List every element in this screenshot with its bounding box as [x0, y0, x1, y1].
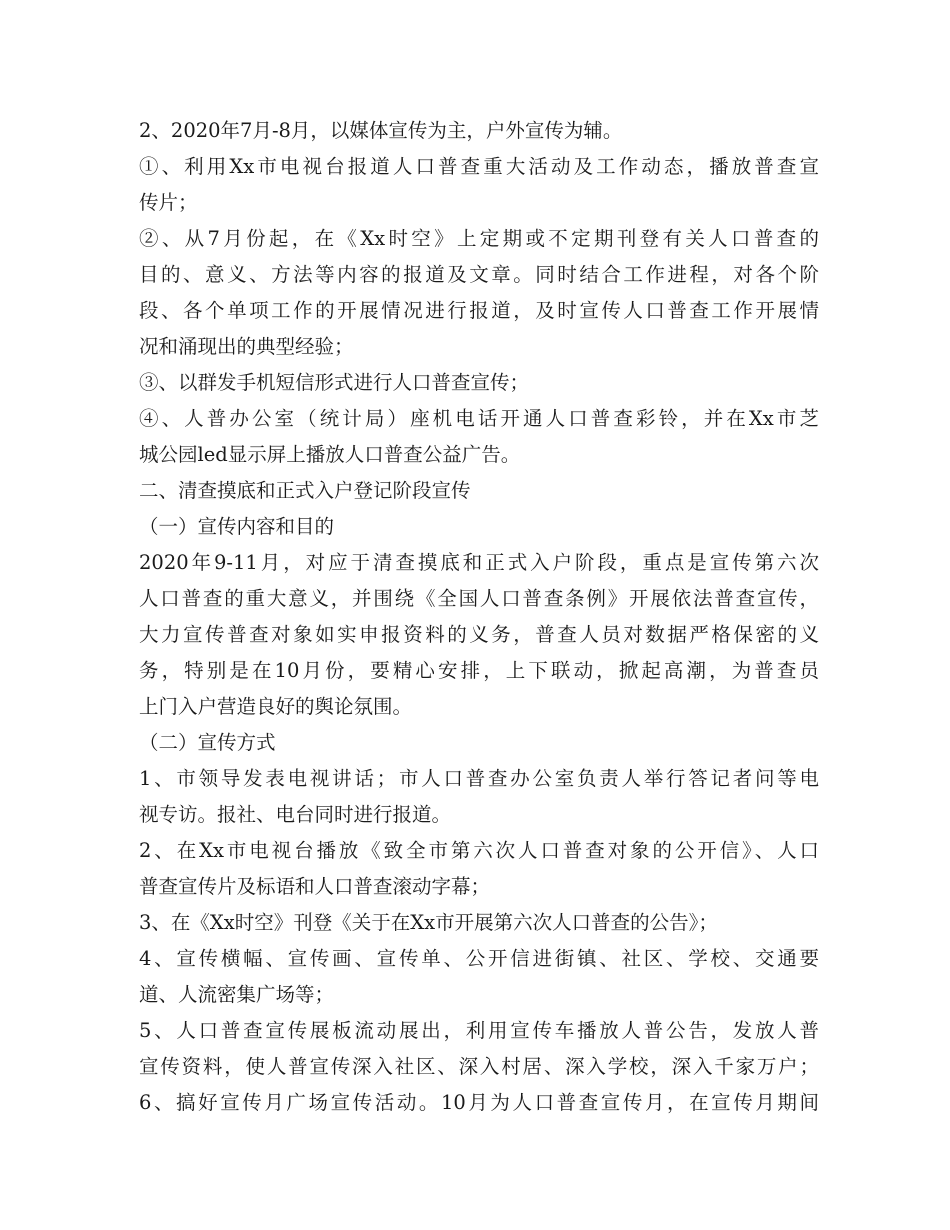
section-heading: 二、清查摸底和正式入户登记阶段宣传: [139, 479, 471, 502]
text-line: 2020年9-11月，对应于清查摸底和正式入户阶段，重点是宣传第六次: [139, 551, 819, 574]
subsection-heading: （一）宣传内容和目的: [139, 515, 335, 538]
text-line: 宣传资料，使人普宣传深入社区、深入村居、深入学校，深入千家万户；: [139, 1055, 819, 1078]
text-line: 普查宣传片及标语和人口普查滚动字幕；: [139, 875, 491, 898]
text-line: 城公园led显示屏上播放人口普查公益广告。: [139, 443, 521, 466]
text-line: 大力宣传普查对象如实申报资料的义务，普查人员对数据严格保密的义: [139, 623, 819, 646]
text-line: 1、市领导发表电视讲话；市人口普查办公室负责人举行答记者问等电: [139, 767, 819, 790]
text-line: 视专访。报社、电台同时进行报道。: [139, 803, 452, 826]
text-line: ③、以群发手机短信形式进行人口普查宣传；: [139, 371, 530, 394]
text-line: 3、在《Xx时空》刊登《关于在Xx市开展第六次人口普查的公告》；: [139, 911, 718, 934]
text-line: 目的、意义、方法等内容的报道及文章。同时结合工作进程，对各个阶: [139, 263, 819, 286]
text-line: 4、宣传横幅、宣传画、宣传单、公开信进街镇、社区、学校、交通要: [139, 947, 819, 970]
text-line: 5、人口普查宣传展板流动展出，利用宣传车播放人普公告，发放人普: [139, 1019, 819, 1042]
text-line: 务，特别是在10月份，要精心安排，上下联动，掀起高潮，为普查员: [139, 659, 819, 682]
text-line: 况和涌现出的典型经验；: [139, 335, 354, 358]
text-line: 2、在Xx市电视台播放《致全市第六次人口普查对象的公开信》、人口: [139, 839, 819, 862]
text-line: ①、利用Xx市电视台报道人口普查重大活动及工作动态，播放普查宣: [139, 155, 819, 178]
text-line: 上门入户营造良好的舆论氛围。: [139, 695, 413, 718]
text-line: 传片；: [139, 191, 198, 214]
text-line: 6、搞好宣传月广场宣传活动。10月为人口普查宣传月，在宣传月期间: [139, 1091, 819, 1114]
document-body: [139, 113, 819, 1121]
text-line: 段、各个单项工作的开展情况进行报道，及时宣传人口普查工作开展情: [139, 299, 819, 322]
subsection-heading: （二）宣传方式: [139, 731, 276, 754]
text-line: ②、从7月份起，在《Xx时空》上定期或不定期刊登有关人口普查的: [139, 227, 819, 250]
text-line: 道、人流密集广场等；: [139, 983, 335, 1006]
text-line: 人口普查的重大意义，并围绕《全国人口普查条例》开展依法普查宣传，: [139, 587, 819, 610]
text-line: ④、人普办公室（统计局）座机电话开通人口普查彩铃，并在Xx市芝: [139, 407, 819, 430]
text-line: 2、2020年7月-8月，以媒体宣传为主，户外宣传为辅。: [139, 119, 623, 142]
